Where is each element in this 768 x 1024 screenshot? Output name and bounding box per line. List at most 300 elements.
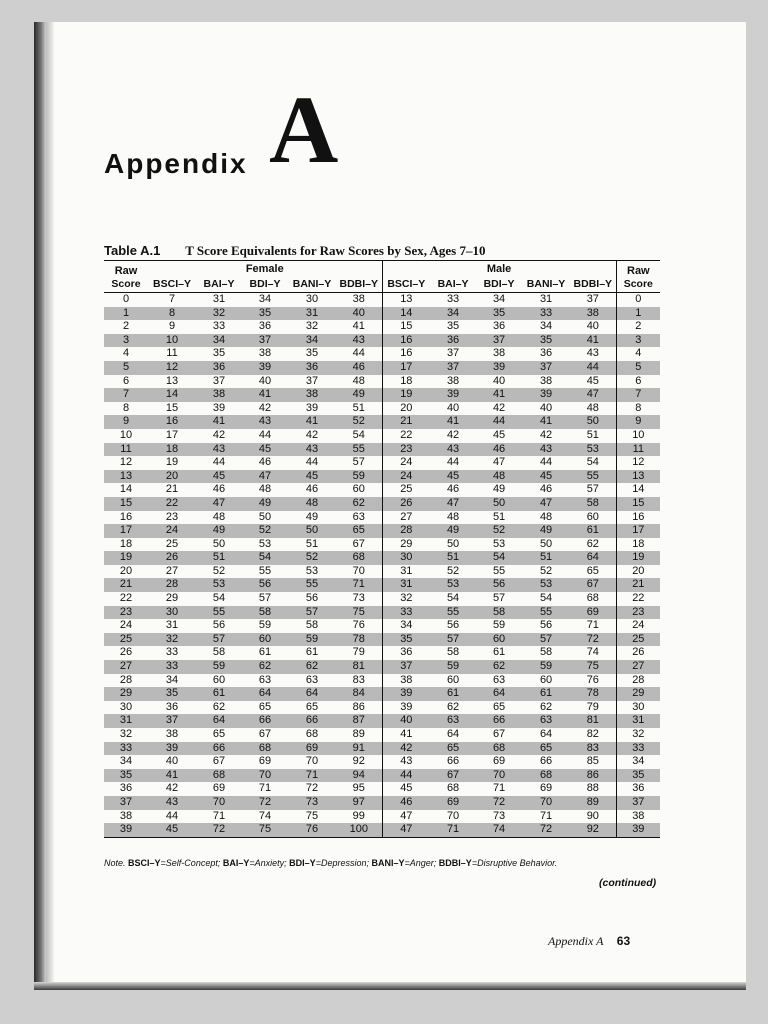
t-score-cell: 55 [258, 564, 272, 577]
t-score-cell: 31 [539, 293, 553, 305]
t-score-cell: 43 [148, 796, 196, 810]
t-score-cell: 37 [446, 347, 460, 360]
raw-score-cell: 6 [122, 374, 130, 387]
t-score-cell: 76 [288, 823, 336, 837]
t-score-cell: 19 [382, 388, 430, 402]
t-score-cell: 17 [382, 361, 430, 375]
t-score-cell: 34 [400, 619, 413, 632]
t-score-cell: 65 [212, 728, 226, 740]
raw-score-cell: 7 [616, 388, 660, 402]
table-row [104, 728, 660, 742]
t-score-cell: 65 [570, 565, 616, 579]
t-score-cell: 92 [336, 755, 382, 769]
t-score-cell: 67 [336, 538, 382, 552]
note-prefix: Note. [104, 858, 126, 868]
t-score-cell: 60 [446, 673, 460, 686]
t-score-cell: 99 [336, 810, 382, 824]
t-score-cell: 58 [305, 619, 319, 632]
t-score-cell: 23 [382, 443, 430, 457]
table-row [104, 307, 660, 321]
t-score-cell: 25 [400, 483, 413, 496]
t-score-cell: 41 [148, 769, 196, 783]
raw-score-cell: 37 [104, 796, 148, 810]
t-score-cell: 64 [446, 728, 460, 740]
t-score-cell: 36 [258, 320, 272, 333]
t-score-cell: 35 [522, 334, 570, 348]
t-score-cell: 39 [476, 361, 522, 375]
t-score-cell: 63 [522, 714, 570, 728]
raw-score-cell: 31 [104, 714, 148, 728]
t-score-cell: 33 [165, 646, 179, 659]
scanned-page [34, 22, 746, 990]
t-score-cell: 42 [305, 428, 319, 441]
t-score-cell: 57 [196, 633, 242, 647]
t-score-cell: 35 [212, 347, 226, 360]
table-row [104, 646, 660, 660]
t-score-cell: 68 [522, 769, 570, 783]
t-score-cell: 30 [148, 606, 196, 620]
t-score-cell: 71 [492, 782, 506, 795]
t-score-cell: 48 [446, 510, 460, 523]
t-score-cell: 64 [196, 714, 242, 728]
t-score-cell: 40 [570, 320, 616, 334]
t-score-cell: 83 [336, 674, 382, 688]
t-score-cell: 13 [400, 293, 413, 305]
t-score-cell: 45 [430, 470, 476, 484]
continued-label: (continued) [599, 877, 657, 889]
t-score-cell: 29 [400, 537, 413, 550]
t-score-cell: 44 [258, 428, 272, 441]
table-row [104, 633, 660, 647]
table-row [104, 714, 660, 728]
t-score-cell: 37 [430, 361, 476, 375]
t-score-cell: 44 [539, 456, 553, 469]
t-score-cell: 9 [168, 320, 176, 333]
t-score-cell: 32 [305, 320, 319, 333]
t-score-cell: 53 [570, 443, 616, 457]
table-row [104, 565, 660, 579]
note-abbreviation: BDI–Y [289, 858, 316, 868]
t-score-cell: 67 [492, 728, 506, 740]
t-score-cell: 89 [570, 796, 616, 810]
t-score-cell: 24 [400, 456, 413, 469]
t-score-cell: 31 [212, 293, 226, 305]
t-score-cell: 68 [570, 592, 616, 606]
t-score-cell: 52 [288, 551, 336, 565]
t-score-cell: 86 [336, 701, 382, 715]
raw-score-cell: 18 [632, 537, 645, 550]
note-definition: =Self-Concept; [160, 858, 221, 868]
t-score-cell: 68 [336, 551, 382, 565]
raw-score-cell: 9 [104, 415, 148, 429]
t-score-cell: 29 [165, 592, 179, 605]
t-score-cell: 67 [212, 755, 226, 768]
t-score-cell: 54 [212, 592, 226, 605]
table-row [104, 497, 660, 511]
note-definition: =Depression; [315, 858, 369, 868]
t-score-cell: 56 [305, 592, 319, 605]
t-score-cell: 72 [196, 823, 242, 837]
column-header-female-1: BAI–Y [196, 277, 242, 293]
t-score-cell: 53 [305, 564, 319, 577]
t-score-cell: 50 [288, 524, 336, 538]
t-score-cell: 16 [148, 415, 196, 429]
t-score-cell: 51 [570, 429, 616, 443]
t-score-cell: 26 [148, 551, 196, 565]
t-score-cell: 73 [288, 796, 336, 810]
t-score-cell: 64 [288, 687, 336, 701]
t-score-cell: 62 [336, 497, 382, 511]
t-score-cell: 63 [336, 511, 382, 525]
table-title: T Score Equivalents for Raw Scores by Sex, Ages 7–10 [185, 243, 486, 258]
t-score-cell: 51 [492, 510, 506, 523]
page-number: 63 [616, 934, 631, 948]
t-score-cell: 37 [382, 660, 430, 674]
column-header-female-2: BDI–Y [242, 277, 288, 293]
t-score-cell: 36 [430, 334, 476, 348]
t-score-cell: 61 [305, 646, 319, 659]
table-row [104, 755, 660, 769]
t-score-cell: 66 [288, 714, 336, 728]
t-score-cell: 46 [258, 456, 272, 469]
t-score-cell: 43 [430, 443, 476, 457]
t-score-cell: 66 [446, 755, 460, 768]
t-score-cell: 51 [305, 537, 319, 550]
raw-score-cell: 39 [616, 823, 660, 837]
t-score-cell: 46 [446, 483, 460, 496]
raw-score-cell: 24 [119, 619, 133, 632]
t-score-cell: 31 [165, 619, 179, 632]
t-score-cell: 69 [258, 755, 272, 768]
t-score-cell: 58 [476, 606, 522, 620]
t-score-cell: 34 [165, 673, 179, 686]
t-score-cell: 72 [476, 796, 522, 810]
raw-score-cell: 0 [635, 293, 642, 305]
t-score-cell: 31 [400, 564, 413, 577]
t-score-cell: 37 [212, 374, 226, 387]
t-score-cell: 50 [570, 415, 616, 429]
t-score-table [104, 260, 660, 838]
t-score-cell: 35 [148, 687, 196, 701]
t-score-cell: 71 [539, 809, 553, 822]
t-score-cell: 59 [430, 660, 476, 674]
t-score-cell: 50 [212, 537, 226, 550]
t-score-cell: 66 [476, 714, 522, 728]
t-score-cell: 30 [382, 551, 430, 565]
note-abbreviation: BAI–Y [222, 858, 250, 868]
t-score-cell: 34 [539, 320, 553, 333]
t-score-cell: 60 [539, 673, 553, 686]
t-score-cell: 50 [258, 510, 272, 523]
raw-score-cell: 30 [119, 700, 133, 713]
t-score-cell: 41 [522, 415, 570, 429]
column-header-row [104, 277, 660, 293]
page-footer [548, 934, 630, 949]
t-score-cell: 46 [336, 361, 382, 375]
t-score-cell: 59 [288, 633, 336, 647]
t-score-cell: 33 [148, 660, 196, 674]
t-score-cell: 37 [476, 334, 522, 348]
t-score-cell: 70 [196, 796, 242, 810]
t-score-cell: 58 [446, 646, 460, 659]
t-score-cell: 38 [400, 673, 413, 686]
raw-score-cell: 38 [119, 809, 133, 822]
t-score-cell: 39 [148, 742, 196, 756]
table-row [104, 687, 660, 701]
footer-title: Appendix A [548, 934, 604, 948]
t-score-cell: 78 [570, 687, 616, 701]
t-score-cell: 76 [336, 619, 382, 633]
t-score-cell: 48 [539, 510, 553, 523]
raw-score-cell: 1 [104, 307, 148, 321]
raw-score-cell: 29 [104, 687, 148, 701]
raw-score-cell: 32 [632, 728, 645, 740]
raw-score-cell: 1 [616, 307, 660, 321]
raw-score-cell: 30 [632, 700, 645, 713]
group-header-row [104, 261, 660, 278]
table-row [104, 782, 660, 796]
t-score-cell: 65 [336, 524, 382, 538]
t-score-cell: 36 [492, 320, 506, 333]
t-score-cell: 36 [165, 700, 179, 713]
raw-score-cell: 35 [616, 769, 660, 783]
t-score-cell: 38 [165, 728, 179, 740]
t-score-cell: 71 [212, 809, 226, 822]
table-row [104, 443, 660, 457]
t-score-cell: 46 [212, 483, 226, 496]
t-score-cell: 47 [242, 470, 288, 484]
appendix-heading [104, 76, 604, 192]
t-score-cell: 70 [446, 809, 460, 822]
t-score-cell: 30 [305, 293, 319, 305]
t-score-cell: 49 [196, 524, 242, 538]
t-score-cell: 45 [148, 823, 196, 837]
raw-score-cell: 8 [635, 401, 642, 414]
raw-score-cell: 13 [104, 470, 148, 484]
note-abbreviation: BSCI–Y [128, 858, 161, 868]
table-row [104, 347, 660, 361]
t-score-cell: 61 [258, 646, 272, 659]
table-note [104, 858, 557, 868]
raw-score-header-right: Score [616, 277, 660, 293]
t-score-cell: 72 [570, 633, 616, 647]
t-score-cell: 42 [258, 401, 272, 414]
t-score-cell: 62 [570, 538, 616, 552]
raw-score-cell: 17 [104, 524, 148, 538]
t-score-cell: 58 [570, 497, 616, 511]
t-score-cell: 53 [196, 578, 242, 592]
t-score-cell: 61 [522, 687, 570, 701]
raw-score-cell: 39 [104, 823, 148, 837]
t-score-cell: 47 [430, 497, 476, 511]
column-header-male-1: BAI–Y [430, 277, 476, 293]
t-score-cell: 57 [522, 633, 570, 647]
t-score-cell: 50 [539, 537, 553, 550]
t-score-cell: 38 [288, 388, 336, 402]
t-score-cell: 55 [522, 606, 570, 620]
t-score-cell: 70 [305, 755, 319, 768]
column-header-male-2: BDI–Y [476, 277, 522, 293]
t-score-cell: 7 [168, 293, 176, 305]
t-score-cell: 56 [212, 619, 226, 632]
t-score-cell: 49 [522, 524, 570, 538]
raw-score-cell: 3 [616, 334, 660, 348]
t-score-cell: 33 [446, 293, 460, 305]
t-score-cell: 65 [305, 700, 319, 713]
t-score-cell: 70 [522, 796, 570, 810]
t-score-cell: 76 [570, 674, 616, 688]
score-table-wrapper [104, 260, 660, 838]
t-score-cell: 53 [492, 537, 506, 550]
t-score-cell: 97 [336, 796, 382, 810]
t-score-cell: 54 [336, 429, 382, 443]
t-score-cell: 42 [492, 401, 506, 414]
t-score-cell: 24 [382, 470, 430, 484]
raw-score-cell: 6 [635, 374, 642, 387]
t-score-cell: 20 [400, 401, 413, 414]
t-score-cell: 57 [258, 592, 272, 605]
t-score-cell: 41 [196, 415, 242, 429]
t-score-cell: 24 [148, 524, 196, 538]
table-number: Table A.1 [104, 243, 161, 258]
raw-score-cell: 21 [616, 578, 660, 592]
table-row [104, 606, 660, 620]
raw-score-cell: 20 [632, 564, 645, 577]
t-score-cell: 51 [430, 551, 476, 565]
t-score-cell: 68 [242, 742, 288, 756]
appendix-word: Appendix [104, 148, 248, 179]
t-score-cell: 43 [400, 755, 413, 768]
t-score-cell: 63 [305, 673, 319, 686]
t-score-cell: 39 [400, 700, 413, 713]
t-score-cell: 39 [430, 388, 476, 402]
t-score-cell: 33 [382, 606, 430, 620]
t-score-cell: 46 [476, 443, 522, 457]
t-score-cell: 44 [446, 456, 460, 469]
t-score-cell: 60 [212, 673, 226, 686]
t-score-cell: 60 [336, 483, 382, 497]
t-score-cell: 49 [430, 524, 476, 538]
t-score-cell: 48 [212, 510, 226, 523]
table-row [104, 429, 660, 443]
raw-score-cell: 7 [104, 388, 148, 402]
raw-score-cell: 29 [616, 687, 660, 701]
t-score-cell: 64 [476, 687, 522, 701]
t-score-cell: 14 [382, 307, 430, 321]
t-score-cell: 21 [382, 415, 430, 429]
raw-score-cell: 12 [119, 456, 133, 469]
t-score-cell: 41 [242, 388, 288, 402]
table-row [104, 823, 660, 837]
table-row [104, 470, 660, 484]
t-score-cell: 70 [242, 769, 288, 783]
t-score-cell: 64 [539, 728, 553, 740]
t-score-cell: 46 [539, 483, 553, 496]
t-score-cell: 53 [258, 537, 272, 550]
page-bottom-shadow [34, 982, 746, 990]
t-score-cell: 74 [476, 823, 522, 837]
table-row [104, 578, 660, 592]
t-score-cell: 33 [212, 320, 226, 333]
t-score-cell: 69 [288, 742, 336, 756]
t-score-cell: 38 [539, 374, 553, 387]
raw-score-cell: 14 [632, 483, 645, 496]
t-score-cell: 65 [522, 742, 570, 756]
raw-score-cell: 9 [616, 415, 660, 429]
t-score-cell: 57 [492, 592, 506, 605]
t-score-cell: 34 [196, 334, 242, 348]
t-score-cell: 48 [258, 483, 272, 496]
t-score-cell: 59 [258, 619, 272, 632]
t-score-cell: 49 [336, 388, 382, 402]
t-score-cell: 18 [148, 443, 196, 457]
t-score-cell: 44 [476, 415, 522, 429]
t-score-cell: 16 [382, 334, 430, 348]
t-score-cell: 44 [305, 456, 319, 469]
t-score-cell: 40 [539, 401, 553, 414]
female-group-header: Female [148, 261, 382, 278]
t-score-cell: 43 [288, 443, 336, 457]
t-score-cell: 36 [400, 646, 413, 659]
t-score-cell: 62 [446, 700, 460, 713]
t-score-cell: 59 [492, 619, 506, 632]
t-score-cell: 73 [336, 592, 382, 606]
t-score-cell: 87 [336, 714, 382, 728]
t-score-cell: 26 [382, 497, 430, 511]
t-score-cell: 39 [305, 401, 319, 414]
raw-score-cell: 2 [122, 320, 130, 333]
raw-score-cell: 24 [632, 619, 645, 632]
t-score-cell: 40 [258, 374, 272, 387]
t-score-cell: 39 [242, 361, 288, 375]
t-score-cell: 48 [336, 375, 382, 389]
table-row [104, 660, 660, 674]
t-score-cell: 38 [446, 374, 460, 387]
t-score-cell: 23 [165, 510, 179, 523]
t-score-cell: 75 [305, 809, 319, 822]
t-score-cell: 62 [212, 700, 226, 713]
raw-score-cell: 26 [119, 646, 133, 659]
raw-score-cell: 23 [104, 606, 148, 620]
table-row [104, 320, 660, 334]
raw-score-cell: 15 [104, 497, 148, 511]
raw-score-cell: 32 [119, 728, 133, 740]
t-score-cell: 43 [242, 415, 288, 429]
column-header-male-0: BSCI–Y [382, 277, 430, 293]
t-score-cell: 100 [336, 823, 382, 837]
t-score-cell: 94 [336, 769, 382, 783]
t-score-cell: 13 [165, 374, 179, 387]
t-score-cell: 89 [336, 728, 382, 742]
t-score-cell: 67 [430, 769, 476, 783]
t-score-cell: 66 [539, 755, 553, 768]
t-score-cell: 62 [539, 700, 553, 713]
t-score-cell: 41 [336, 320, 382, 334]
t-score-cell: 38 [258, 347, 272, 360]
t-score-cell: 69 [430, 796, 476, 810]
raw-score-cell: 31 [616, 714, 660, 728]
table-row [104, 511, 660, 525]
t-score-cell: 31 [382, 578, 430, 592]
t-score-cell: 48 [476, 470, 522, 484]
table-row [104, 388, 660, 402]
note-abbreviation: BANI–Y [371, 858, 405, 868]
t-score-cell: 35 [242, 307, 288, 321]
t-score-cell: 40 [165, 755, 179, 768]
t-score-cell: 35 [446, 320, 460, 333]
table-row [104, 769, 660, 783]
t-score-cell: 68 [446, 782, 460, 795]
